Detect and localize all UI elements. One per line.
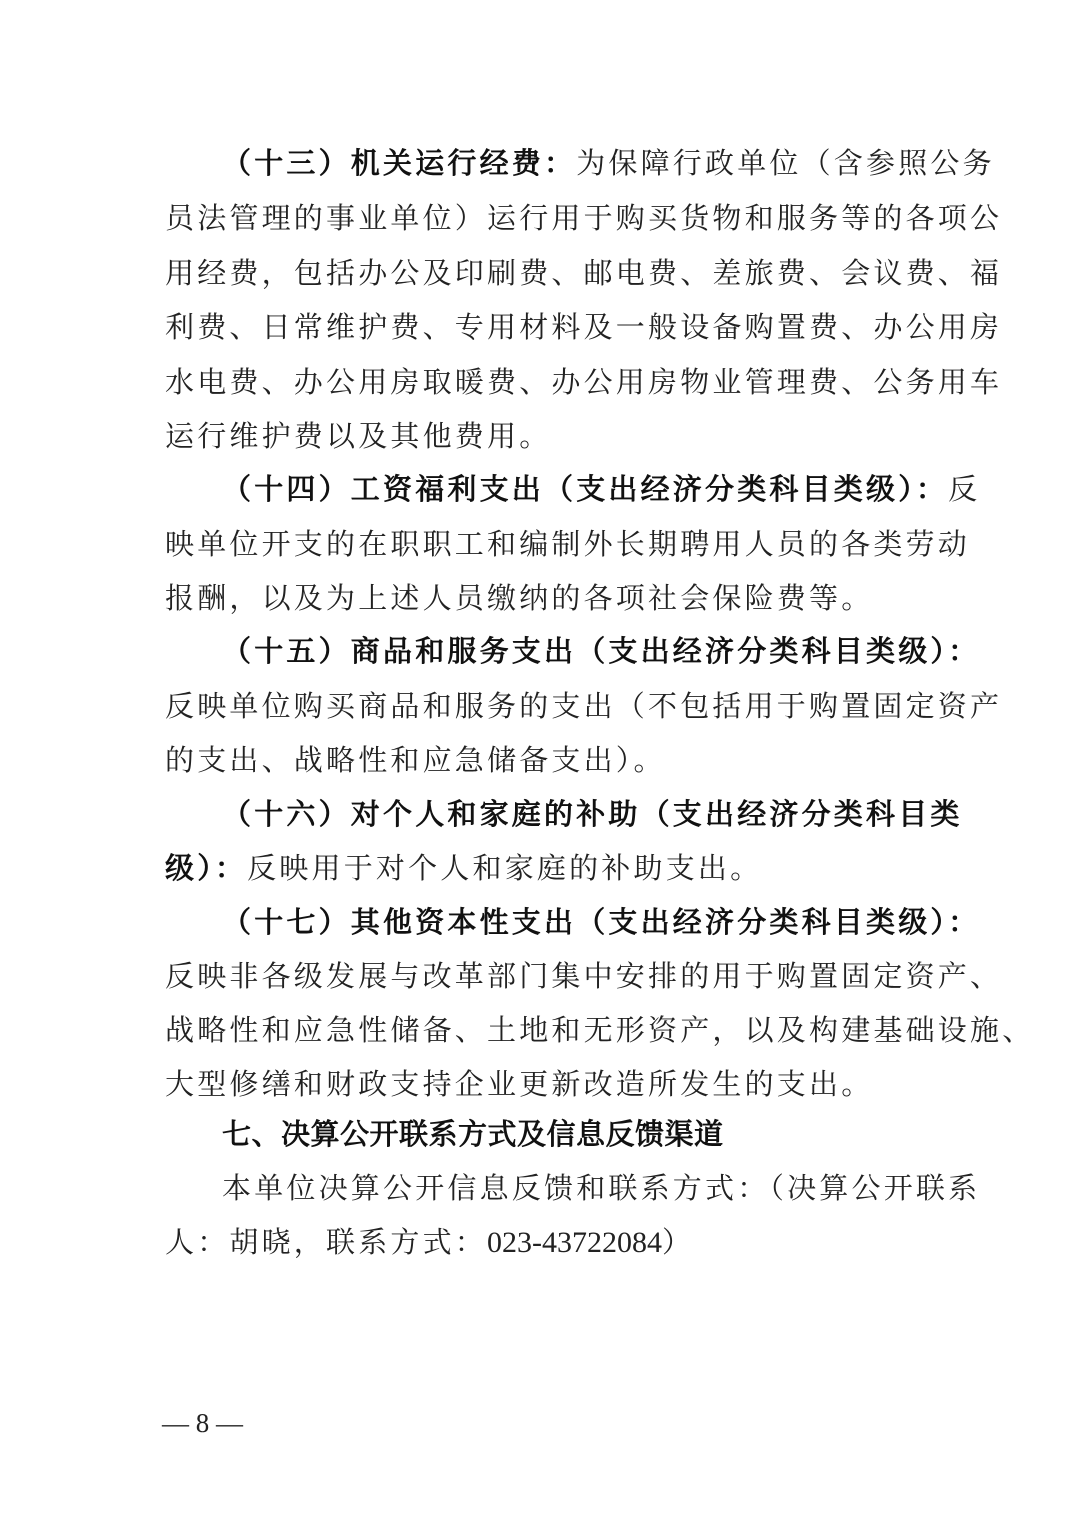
section-17-line-3: 战略性和应急性储备、土地和无形资产，以及构建基础设施、 xyxy=(165,1013,1035,1047)
section-heading-contact: 七、决算公开联系方式及信息反馈渠道 xyxy=(222,1117,724,1151)
section-17-line-4: 大型修缮和财政支持企业更新改造所发生的支出。 xyxy=(165,1067,874,1101)
section-14-line-2: 映单位开支的在职职工和编制外长期聘用人员的各类劳动 xyxy=(165,527,971,561)
section-13-line-4: 利费、日常维护费、专用材料及一般设备购置费、办公用房 xyxy=(165,310,1003,344)
section-15-line-3: 的支出、战略性和应急储备支出）。 xyxy=(165,743,666,777)
section-13-lead: （十三）机关运行经费： xyxy=(222,146,577,180)
contact-line-1: 本单位决算公开信息反馈和联系方式：（决算公开联系 xyxy=(222,1171,981,1205)
section-13-line-5: 水电费、办公用房取暖费、办公用房物业管理费、公务用车 xyxy=(165,365,1003,399)
section-15-line-1 xyxy=(222,631,981,671)
section-14-line-3: 报酬，以及为上述人员缴纳的各项社会保险费等。 xyxy=(165,581,874,615)
page-number: — 8 — xyxy=(162,1408,243,1438)
contact-person: 人：胡晓，联系方式： xyxy=(165,1225,488,1259)
section-17-line-1 xyxy=(222,902,981,942)
contact-phone: 023-43722084 xyxy=(487,1226,663,1259)
section-13-line-6: 运行维护费以及其他费用。 xyxy=(165,419,552,453)
section-15-line-2: 反映单位购买商品和服务的支出（不包括用于购置固定资产 xyxy=(165,689,1003,723)
section-13-line-1: （十三）机关运行经费：为保障行政单位（含参照公务 xyxy=(222,146,995,180)
section-13-line-3: 用经费，包括办公及印刷费、邮电费、差旅费、会议费、福 xyxy=(165,256,1003,290)
section-16-line-2: 级）：反映用于对个人和家庭的补助支出。 xyxy=(165,851,763,885)
section-17-lead: （十七）其他资本性支出（支出经济分类科目类级）： xyxy=(222,905,981,939)
section-13-line-2: 员法管理的事业单位）运行用于购买货物和服务等的各项公 xyxy=(165,201,1003,235)
section-16-line-1 xyxy=(222,794,972,834)
section-17-line-2: 反映非各级发展与改革部门集中安排的用于购置固定资产、 xyxy=(165,959,1003,993)
section-16-lead: （十六）对个人和家庭的补助（支出经济分类科目类 xyxy=(222,797,963,831)
section-15-lead: （十五）商品和服务支出（支出经济分类科目类级）： xyxy=(222,634,981,668)
contact-line-2: 人：胡晓，联系方式：023-43722084） xyxy=(165,1225,695,1259)
section-14-line-1: （十四）工资福利支出（支出经济分类科目类级）：反 xyxy=(222,472,981,506)
section-14-lead: （十四）工资福利支出（支出经济分类科目类级）： xyxy=(222,472,949,506)
